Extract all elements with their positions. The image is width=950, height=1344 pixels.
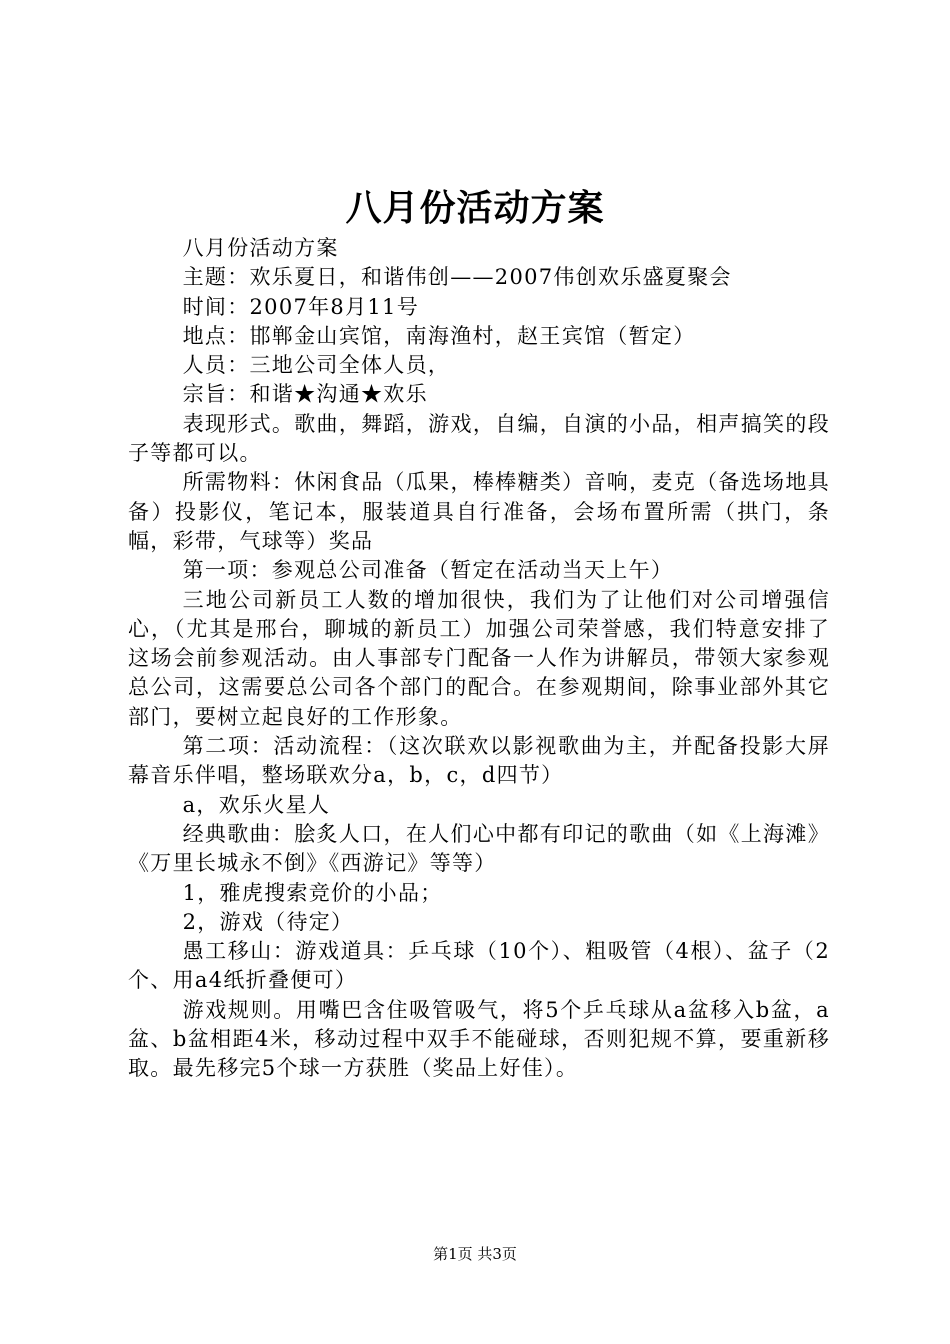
paragraph-location: 地点：邯郸金山宾馆，南海渔村，赵王宾馆（暂定）: [182, 323, 696, 348]
document-body: [128, 234, 830, 1084]
paragraph-game: 2，游戏（待定）: [182, 909, 354, 934]
paragraph-participants: 人员：三地公司全体人员，: [182, 353, 451, 378]
paragraph-heading: 八月份活动方案: [182, 236, 339, 260]
paragraph-item-two: 第二项：活动流程：（这次联欢以影视歌曲为主，并配备投影大屏幕音乐伴唱，整场联欢分a，b，c，d四节）: [128, 734, 830, 788]
paragraph-time: 时间：2007年8月11号: [182, 294, 420, 319]
page-number-footer: 第1页 共3页: [433, 1245, 517, 1263]
document-title: 八月份活动方案: [345, 187, 605, 229]
paragraph-theme: 主题：欢乐夏日，和谐伟创——2007伟创欢乐盛夏聚会: [182, 265, 732, 290]
paragraph-game-rules: 游戏规则。用嘴巴含住吸管吸气，将5个乒乓球从a盆移入b盆，a盆、b盆相距4米，移动过程中双手不能碰球，否则犯规不算，要重新移取。最先移完5个球一方获胜（奖品上好佳）。: [128, 997, 830, 1081]
paragraph-materials: 所需物料：休闲食品（瓜果，棒棒糖类）音响，麦克（备选场地具备）投影仪，笔记本，服装道具自行准备，会场布置所需（拱门，条幅，彩带，气球等）奖品: [128, 470, 830, 553]
paragraph-format: 表现形式。歌曲，舞蹈，游戏，自编，自演的小品，相声搞笑的段子等都可以。: [128, 411, 830, 466]
paragraph-classic-songs: 经典歌曲：脍炙人口，在人们心中都有印记的歌曲（如《上海滩》《万里长城永不倒》《西游记》等等）: [128, 821, 830, 876]
paragraph-sketch: 1，雅虎搜索竞价的小品；: [182, 880, 443, 905]
paragraph-purpose: 宗旨：和谐★沟通★欢乐: [182, 382, 428, 407]
paragraph-section-a: a，欢乐火星人: [182, 792, 331, 817]
paragraph-game-props: 愚工移山：游戏道具：乒乓球（10个）、粗吸管（4根）、盆子（2个、用a4纸折叠便可）: [128, 939, 830, 993]
paragraph-item-one: 第一项：参观总公司准备（暂定在活动当天上午）: [182, 558, 674, 583]
paragraph-item-one-detail: 三地公司新员工人数的增加很快，我们为了让他们对公司增强信心，（尤其是邢台，聊城的新员工）加强公司荣誉感，我们特意安排了这场会前参观活动。由人事部专门配备一人作为讲解员，带领大家参观总公司，这需要总公司各个部门的配合。在参观期间，除事业部外其它部门，要树立起良好的工作形象。: [128, 587, 830, 729]
